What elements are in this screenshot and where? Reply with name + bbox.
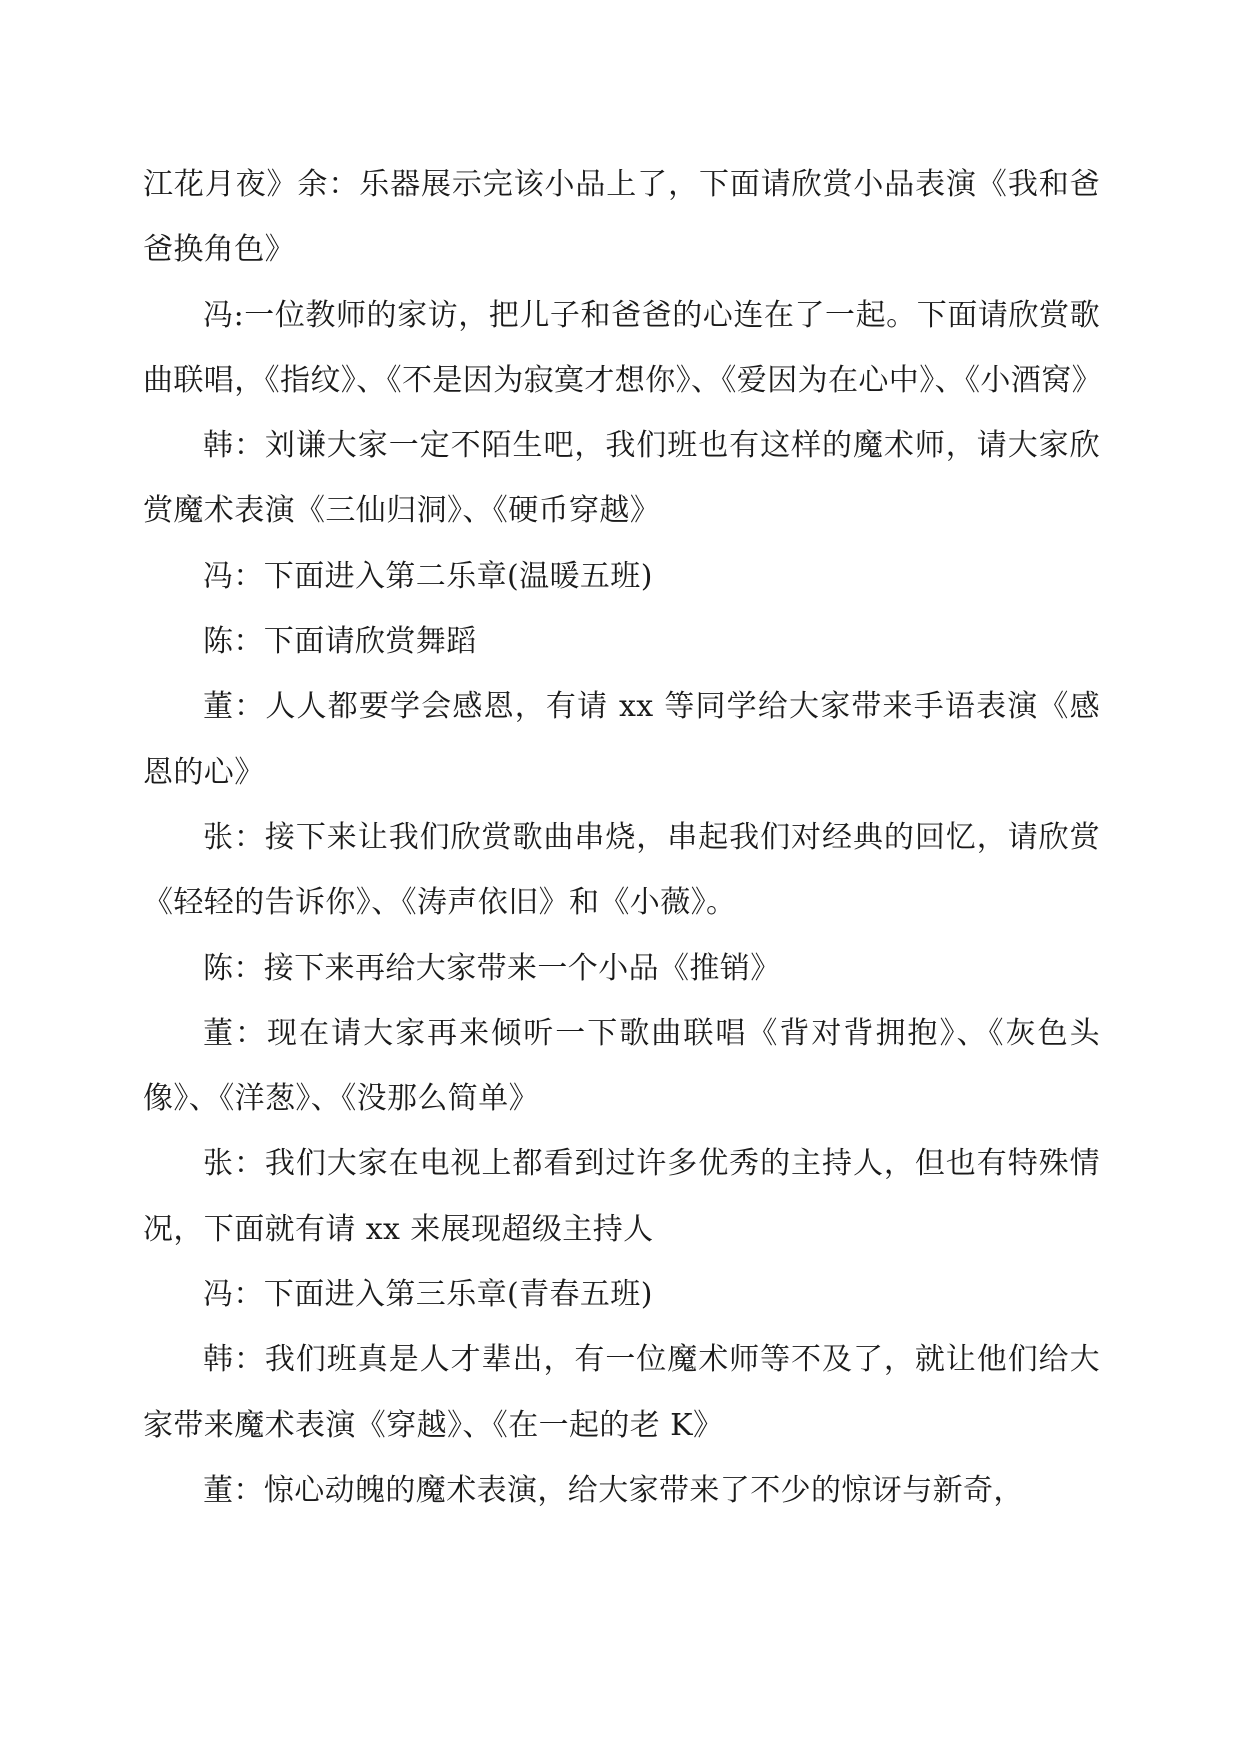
paragraph: 陈：接下来再给大家带来一个小品《推销》 bbox=[203, 950, 781, 986]
paragraph: 陈：下面请欣赏舞蹈 bbox=[203, 624, 477, 660]
paragraph: 董：人人都要学会感恩，有请 xx 等同学给大家带来手语表演《感恩的心》 bbox=[143, 689, 1100, 790]
paragraph: 冯:一位教师的家访，把儿子和爸爸的心连在了一起。下面请欣赏歌曲联唱，《指纹》、《不是因为寂寞才想你》、《爱因为在心中》、《小酒窝》 bbox=[143, 297, 1102, 398]
paragraph-continuation: 江花月夜》余：乐器展示完该小品上了，下面请欣赏小品表演《我和爸爸换角色》 bbox=[143, 167, 1100, 268]
paragraph: 张：接下来让我们欣赏歌曲串烧，串起我们对经典的回忆，请欣赏《轻轻的告诉你》、《涛声依旧》和《小薇》。 bbox=[143, 819, 1100, 921]
paragraph: 冯：下面进入第二乐章(温暖五班) bbox=[203, 558, 653, 594]
paragraph: 董：惊心动魄的魔术表演，给大家带来了不少的惊讶与新奇， bbox=[203, 1472, 1024, 1508]
paragraph: 冯：下面进入第三乐章(青春五班) bbox=[203, 1277, 653, 1313]
paragraph: 韩：我们班真是人才辈出，有一位魔术师等不及了，就让他们给大家带来魔术表演《穿越》、《在一起的老 K》 bbox=[143, 1342, 1100, 1443]
paragraph: 韩：刘谦大家一定不陌生吧，我们班也有这样的魔术师，请大家欣赏魔术表演《三仙归洞》、《硬币穿越》 bbox=[143, 428, 1100, 529]
document-body bbox=[143, 152, 1100, 1523]
paragraph: 张：我们大家在电视上都看到过许多优秀的主持人，但也有特殊情况，下面就有请 xx 来展现超级主持人 bbox=[143, 1146, 1100, 1247]
paragraph: 董：现在请大家再来倾听一下歌曲联唱《背对背拥抱》、《灰色头像》、《洋葱》、《没那么简单》 bbox=[143, 1015, 1100, 1117]
